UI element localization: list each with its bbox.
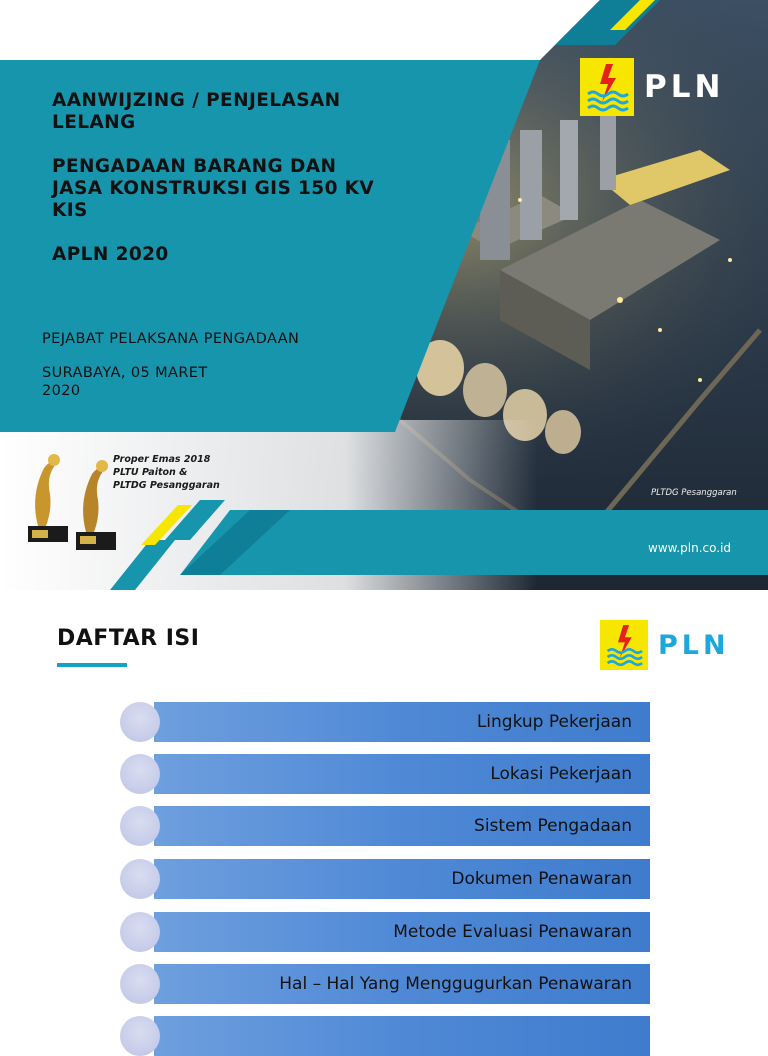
toc-item[interactable] — [120, 964, 650, 1004]
pln-logo — [600, 620, 730, 670]
spacer — [42, 348, 362, 364]
toc-item[interactable] — [120, 806, 650, 846]
toc-bullet — [120, 702, 160, 742]
toc-item[interactable] — [120, 912, 650, 952]
photo-caption: PLTDG Pesanggaran — [651, 488, 737, 498]
official-title: PEJABAT PELAKSANA PENGADAAN — [42, 331, 300, 347]
toc-item[interactable] — [120, 702, 650, 742]
subject-line: JASA KONSTRUKSI GIS 150 KV — [52, 178, 375, 199]
toc-slide — [0, 590, 768, 1024]
slide-title — [52, 90, 412, 266]
logo-wordmark: PLN — [644, 69, 725, 105]
award-caption — [113, 453, 220, 492]
toc-heading: DAFTAR ISI — [57, 626, 200, 651]
toc-item-label: Sistem Pengadaan — [474, 816, 632, 836]
toc-bullet — [120, 754, 160, 794]
pln-lightning-icon — [580, 58, 634, 116]
spacer — [52, 222, 412, 244]
toc-bullet — [120, 859, 160, 899]
title-line: AANWIJZING / PENJELASAN — [52, 90, 341, 111]
subject-line: PENGADAAN BARANG DAN — [52, 156, 337, 177]
year-line: APLN 2020 — [52, 244, 169, 265]
place-date-line: 2020 — [42, 383, 81, 399]
subject-line: KIS — [52, 200, 88, 221]
toc-item[interactable] — [120, 1016, 650, 1056]
toc-item-label: Lingkup Pekerjaan — [476, 712, 632, 732]
award-caption-line: PLTDG Pesanggaran — [113, 480, 220, 491]
presenter-block — [42, 330, 362, 400]
place-date-line: SURABAYA, 05 MARET — [42, 365, 208, 381]
toc-item-label: Metode Evaluasi Penawaran — [393, 922, 632, 942]
trophy-awards-icon — [18, 448, 128, 558]
pln-logo — [580, 58, 724, 116]
toc-item[interactable] — [120, 754, 650, 794]
pln-lightning-icon — [600, 620, 648, 670]
toc-item-label: Dokumen Penawaran — [451, 869, 632, 889]
toc-item-label: Hal – Hal Yang Menggugurkan Penawaran — [279, 974, 632, 994]
award-caption-line: PLTU Paiton & — [113, 467, 188, 478]
toc-item-label: Lokasi Pekerjaan — [490, 764, 632, 784]
toc-bullet — [120, 806, 160, 846]
toc-item[interactable] — [120, 859, 650, 899]
spacer — [52, 134, 412, 156]
heading-underline — [57, 663, 127, 667]
toc-bullet — [120, 912, 160, 952]
award-caption-line: Proper Emas 2018 — [113, 454, 211, 465]
toc-bullet — [120, 964, 160, 1004]
website-link[interactable]: www.pln.co.id — [648, 541, 732, 555]
title-line: LELANG — [52, 112, 136, 133]
toc-bar — [154, 1016, 650, 1056]
toc-bullet — [120, 1016, 160, 1056]
logo-wordmark: PLN — [658, 629, 730, 661]
